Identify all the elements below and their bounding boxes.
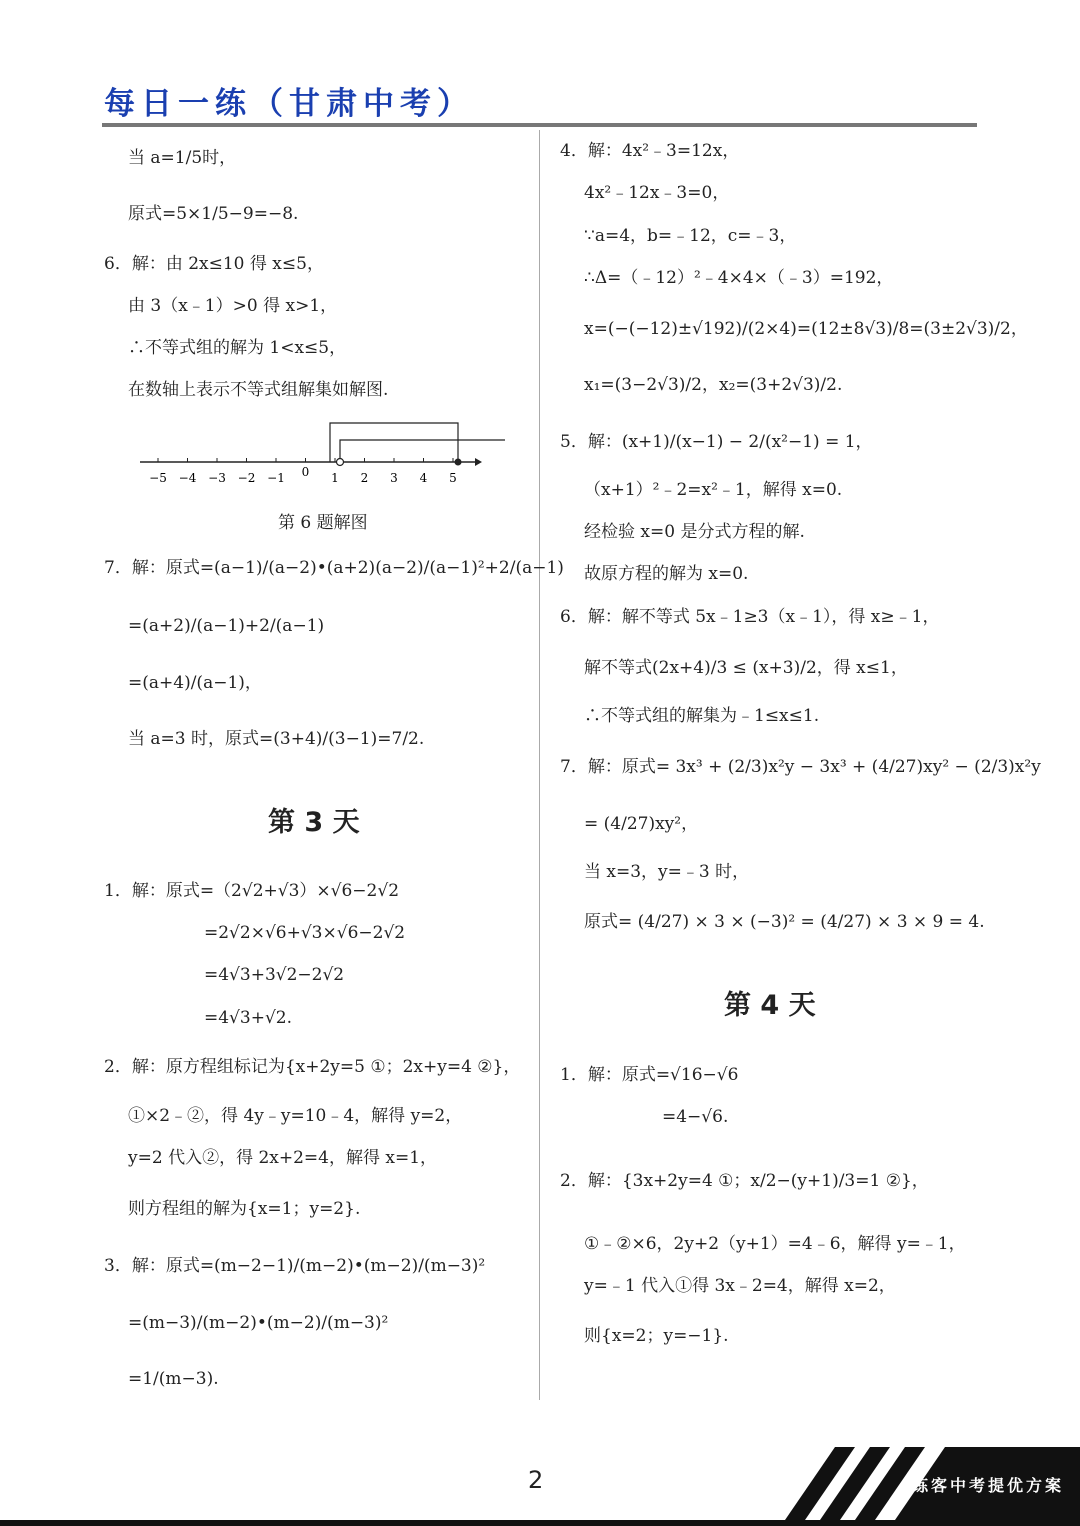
solution-line: ∴不等式组的解为 1<x≤5， (128, 338, 347, 358)
day3-heading: 第 3 天 (268, 807, 360, 838)
bottom-bar (0, 1520, 1080, 1526)
solution-line: 4．解：4x²﹣3=12x， (560, 141, 740, 161)
solution-line: 3．解：原式=(m−2−1)/(m−2)•(m−2)/(m−3)² (104, 1256, 486, 1276)
solution-line: 7．解：原式=(a−1)/(a−2)•(a+2)(a−2)/(a−1)²+2/(a−1) (104, 558, 564, 578)
solution-line: 2．解：{3x+2y=4 ①；x/2−(y+1)/3=1 ②}， (560, 1171, 929, 1191)
number-line-figure (140, 420, 510, 490)
solution-line: =(a+4)/(a−1)， (128, 673, 262, 693)
header-rule (102, 123, 977, 127)
solution-line: 当 a=1/5时， (128, 148, 237, 168)
page-header-title: 每日一练（甘肃中考） (104, 86, 474, 122)
number-line-tick-label: 4 (419, 471, 428, 485)
footer-slogan: 练客中考提优方案 (912, 1476, 1065, 1495)
solution-line: 5．解：(x+1)/(x−1) − 2/(x²−1) = 1， (560, 432, 873, 452)
solution-line: =1/(m−3). (128, 1369, 219, 1389)
figure-caption: 第 6 题解图 (278, 513, 368, 533)
number-line-tick-label: 2 (360, 471, 369, 485)
solution-line: 故原方程的解为 x=0. (584, 564, 749, 584)
solution-line: = (4/27)xy²， (584, 814, 699, 834)
solution-line: x=(−(−12)±√192)/(2×4)=(12±8√3)/8=(3±2√3)/2， (584, 319, 1028, 339)
solution-line: 则{x=2；y=−1}. (584, 1326, 729, 1346)
solution-line: ①×2﹣②，得 4y﹣y=10﹣4，解得 y=2， (128, 1106, 463, 1126)
number-line-arrow (475, 458, 482, 466)
solution-line: =(a+2)/(a−1)+2/(a−1) (128, 616, 325, 636)
solution-line: （x+1）²﹣2=x²﹣1，解得 x=0. (584, 480, 843, 500)
solution-line: 由 3（x﹣1）>0 得 x>1， (128, 296, 338, 316)
solution-line: y=2 代入②，得 2x+2=4，解得 x=1， (128, 1148, 438, 1168)
solution-line: =2√2×√6+√3×√6−2√2 (204, 923, 406, 943)
column-divider (539, 130, 540, 1400)
solution-line: 2．解：原方程组标记为{x+2y=5 ①；2x+y=4 ②}， (104, 1057, 521, 1077)
solution-line: 经检验 x=0 是分式方程的解. (584, 522, 805, 542)
solution-line: 6．解：由 2x≤10 得 x≤5， (104, 254, 324, 274)
number-line-tick-label: −1 (267, 471, 285, 485)
solution-line: 4x²﹣12x﹣3=0， (584, 183, 730, 203)
solution-line: =(m−3)/(m−2)•(m−2)/(m−3)² (128, 1313, 389, 1333)
solution-line: ∴不等式组的解集为﹣1≤x≤1. (584, 706, 820, 726)
number-line-tick-label: 3 (390, 471, 398, 485)
number-line-tick-label: −5 (149, 471, 167, 485)
solution-line: ①﹣②×6，2y+2（y+1）=4﹣6，解得 y=﹣1， (584, 1234, 966, 1254)
solution-line: 在数轴上表示不等式组解集如解图. (128, 380, 389, 400)
closed-dot-5 (455, 459, 462, 466)
solution-line: =4−√6. (662, 1107, 729, 1127)
open-dot-1 (337, 459, 344, 466)
solution-line: 1．解：原式=（2√2+√3）×√6−2√2 (104, 881, 400, 901)
solution-line: 当 x=3，y=﹣3 时， (584, 862, 750, 882)
solution-line: 6．解：解不等式 5x﹣1≥3（x﹣1），得 x≥﹣1， (560, 607, 940, 627)
solution-line: =4√3+3√2−2√2 (204, 965, 345, 985)
solution-line: 7．解：原式= 3x³ + (2/3)x²y − 3x³ + (4/27)xy² − (2/3)x²y (560, 757, 1041, 777)
solution-line: y=﹣1 代入①得 3x﹣2=4，解得 x=2， (584, 1276, 896, 1296)
number-line-tick-label: 1 (331, 471, 339, 485)
number-line-tick-label: −2 (237, 471, 256, 485)
solution-line: 1．解：原式=√16−√6 (560, 1065, 739, 1085)
page-number: 2 (528, 1466, 544, 1494)
solution-line: 解不等式(2x+4)/3 ≤ (x+3)/2，得 x≤1， (584, 658, 908, 678)
solution-line: ∵a=4，b=﹣12，c=﹣3， (584, 226, 797, 246)
solution-line: x₁=(3−2√3)/2，x₂=(3+2√3)/2. (584, 375, 843, 395)
day4-heading: 第 4 天 (724, 990, 816, 1021)
solution-line: 原式= (4/27) × 3 × (−3)² = (4/27) × 3 × 9 = 4. (584, 912, 985, 932)
number-line-tick-label: −4 (178, 471, 197, 485)
number-line-tick-label: 5 (449, 471, 457, 485)
solution-bracket-x-le-5 (330, 423, 458, 462)
number-line-tick-label: 0 (301, 465, 310, 479)
solution-line: 当 a=3 时，原式=(3+4)/(3−1)=7/2. (128, 729, 425, 749)
solution-line: 原式=5×1/5−9=−8. (128, 204, 299, 224)
solution-line: =4√3+√2. (204, 1008, 293, 1028)
solution-line: ∴Δ=（﹣12）²﹣4×4×（﹣3）=192， (584, 268, 894, 288)
solution-line: 则方程组的解为{x=1；y=2}. (128, 1199, 361, 1219)
number-line-tick-label: −3 (208, 471, 226, 485)
